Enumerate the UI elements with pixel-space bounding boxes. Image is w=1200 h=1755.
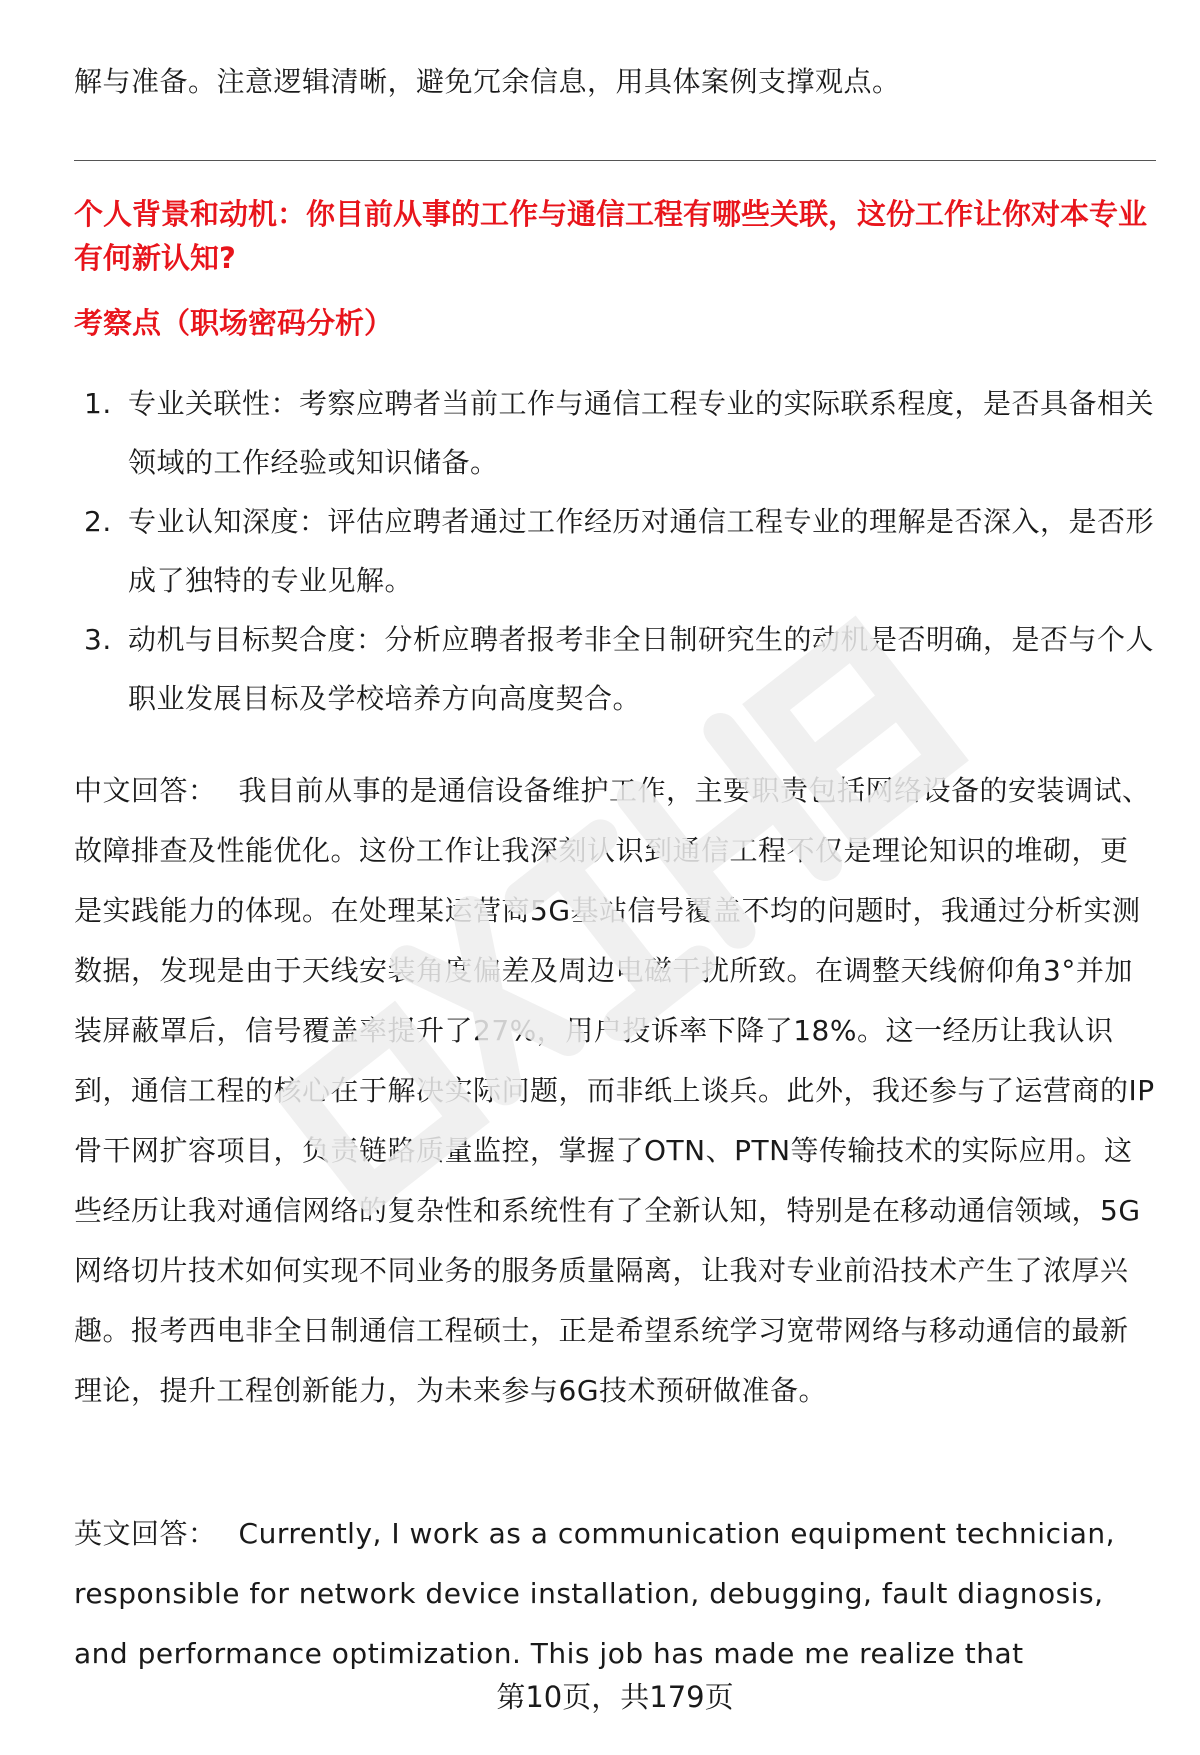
analysis-heading: 考察点（职场密码分析） [74,306,394,340]
list-item-text: 动机与目标契合度：分析应聘者报考非全日制研究生的动机是否明确，是否与个人职业发展目标及学校培养方向高度契合。 [128,623,1155,715]
list-item-text: 专业认知深度：评估应聘者通过工作经历对通信工程专业的理解是否深入，是否形成了独特的专业见解。 [128,505,1155,597]
english-answer-label: 英文回答： [74,1517,217,1550]
english-answer-text: Currently, I work as a communication equipment technician, responsible for network device installation, debugging, fault diagnosis, and performance optimization. This job has made me realize that [74,1517,1116,1670]
chinese-answer-text: 我目前从事的是通信设备维护工作，主要职责包括网络设备的安装调试、故障排查及性能优化。这份工作让我深刻认识到通信工程不仅是理论知识的堆砌，更是实践能力的体现。在处理某运营商5G基站信号覆盖不均的问题时，我通过分析实测数据，发现是由于天线安装角度偏差及周边电磁干扰所致。在调整天线俯仰角3°并加装屏蔽罩后，信号覆盖率提升了27%，用户投诉率下降了18%。这一经历让我认识到，通信工程的核心在于解决实际问题，而非纸上谈兵。此外，我还参与了运营商的IP骨干网扩容项目，负责链路质量监控，掌握了OTN、PTN等传输技术的实际应用。这些经历让我对通信网络的复杂性和系统性有了全新认知，特别是在移动通信领域，5G网络切片技术如何实现不同业务的服务质量隔离，让我对专业前沿技术产生了浓厚兴趣。报考西电非全日制通信工程硕士，正是希望系统学习宽带网络与移动通信的最新理论，提升工程创新能力，为未来参与6G技术预研做准备。 [74,774,1155,1407]
document-page [74,0,1156,1755]
chinese-answer-paragraph [74,761,1156,1421]
list-item [74,610,1156,728]
list-number: 3. [84,623,112,656]
list-item [74,374,1156,492]
list-number: 2. [84,505,112,538]
section-divider [74,160,1156,161]
intro-paragraph: 解与准备。注意逻辑清晰，避免冗余信息，用具体案例支撑观点。 [74,65,901,98]
list-item [74,492,1156,610]
english-answer-paragraph [74,1504,1156,1684]
page-number-footer: 第10页，共179页 [496,1680,734,1714]
list-item-text: 专业关联性：考察应聘者当前工作与通信工程专业的实际联系程度，是否具备相关领域的工作经验或知识储备。 [128,387,1155,479]
analysis-points-list [74,374,1156,728]
chinese-answer-label: 中文回答： [74,774,217,807]
question-heading: 个人背景和动机：你目前从事的工作与通信工程有哪些关联，这份工作让你对本专业有何新认知? [74,197,1148,275]
list-number: 1. [84,387,112,420]
